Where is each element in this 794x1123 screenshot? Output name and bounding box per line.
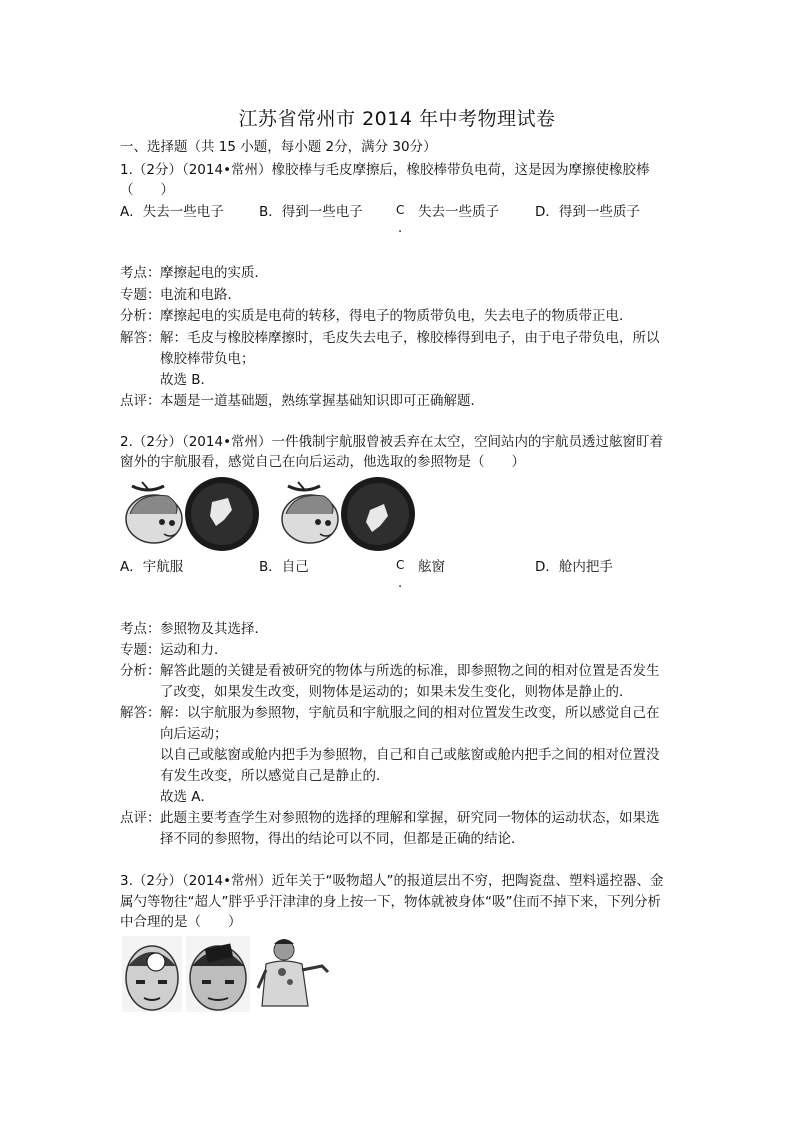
q2-option-c-dot: .	[398, 576, 403, 591]
q1-kaodian-label: 考点：	[120, 265, 161, 281]
q1-option-a: A．失去一些电子	[120, 204, 224, 220]
q2-dianping-line2: 择不同的参照物，得出的结论可以不同，但都是正确的结论．	[160, 831, 525, 847]
section-heading: 一、选择题（共 15 小题，每小题 2分，满分 30分）	[120, 139, 437, 155]
q2-jieda-line3: 以自己或舷窗或舱内把手为参照物，自己和自己或舷窗或舱内把手之间的相对位置没	[160, 747, 660, 763]
q2-jieda-label: 解答：	[120, 705, 161, 721]
q1-fenxi-text: 摩擦起电的实质是电荷的转移，得电子的物质带负电，失去电子的物质带正电．	[160, 308, 633, 324]
q2-kaodian	[120, 618, 268, 640]
q2-fenxi-line2: 了改变，如果发生改变，则物体是运动的；如果未发生变化，则物体是静止的．	[160, 684, 633, 700]
q3-stem-line3: 中合理的是（ ）	[120, 914, 242, 930]
plate-icon	[147, 953, 165, 971]
q2-zhuanti	[120, 639, 228, 661]
q1-dianping-label: 点评：	[120, 393, 161, 409]
q1-stem-line1: 1.（2分）（2014•常州）橡胶棒与毛皮摩擦后，橡胶棒带负电荷，这是因为摩擦使橡胶棒	[120, 162, 650, 178]
q1-stem-line2: （ ）	[120, 182, 174, 198]
q2-option-c-letter: C	[396, 558, 405, 572]
q2-figure	[118, 474, 418, 554]
spoon-icon	[278, 968, 286, 976]
q2-dianping-line1: 此题主要考查学生对参照物的选择的理解和掌握，研究同一物体的运动状态，如果选	[160, 810, 660, 826]
q2-fenxi	[120, 660, 660, 682]
q2-option-d: D．舱内把手	[535, 559, 613, 575]
q1-dianping-text: 本题是一道基础题，熟练掌握基础知识即可正确解题．	[160, 393, 484, 409]
q1-option-b: B．得到一些电子	[259, 204, 363, 220]
q3-photo-2	[186, 936, 250, 1012]
q2-jieda	[120, 702, 660, 724]
q2-option-b: B．自己	[259, 559, 309, 575]
q2-dianping	[120, 807, 660, 829]
q3-stem-line1: 3.（2分）（2014•常州）近年关于“吸物超人”的报道层出不穷，把陶瓷盘、塑料遥控器、金	[120, 873, 664, 889]
q1-fenxi	[120, 305, 633, 327]
q2-figure-right	[282, 477, 415, 551]
q1-jieda	[120, 327, 660, 349]
q2-kaodian-label: 考点：	[120, 621, 161, 637]
q1-zhuanti-label: 专题：	[120, 287, 161, 303]
q2-jieda-line5: 故选 A．	[160, 789, 215, 805]
q1-kaodian	[120, 262, 268, 284]
q1-jieda-line2: 橡胶棒带负电；	[160, 351, 255, 367]
q1-option-d: D．得到一些质子	[535, 204, 640, 220]
q1-zhuanti-text: 电流和电路．	[160, 287, 241, 303]
q1-jieda-label: 解答：	[120, 330, 161, 346]
q1-option-c-dot: .	[398, 221, 403, 236]
q2-stem-line1: 2.（2分）（2014•常州）一件俄制宇航服曾被丢弃在太空，空间站内的宇航员透过舷窗盯着	[120, 434, 664, 450]
q3-photo-1	[122, 936, 182, 1012]
q2-kaodian-text: 参照物及其选择．	[160, 621, 268, 637]
q3-photo-3	[254, 936, 334, 1012]
q1-zhuanti	[120, 284, 241, 306]
q2-option-c: 舷窗	[418, 559, 445, 575]
q2-figure-left	[126, 477, 259, 551]
q1-option-c-letter: C	[396, 203, 405, 217]
q2-dianping-label: 点评：	[120, 810, 161, 826]
q2-fenxi-line1: 解答此题的关键是看被研究的物体与所选的标准，即参照物之间的相对位置是否发生	[160, 663, 660, 679]
q3-stem-line2: 属勺等物往“超人”胖乎乎汗津津的身上按一下，物体就被身体“吸”住而不掉下来，下列分析	[120, 894, 661, 910]
q2-jieda-line4: 有发生改变，所以感觉自己是静止的．	[160, 768, 390, 784]
exam-title: 江苏省常州市 2014 年中考物理试卷	[238, 108, 556, 130]
q1-option-c: 失去一些质子	[418, 204, 499, 220]
q2-jieda-line1: 解：以宇航服为参照物，宇航员和宇航服之间的相对位置发生改变，所以感觉自己在	[160, 705, 660, 721]
q2-zhuanti-text: 运动和力．	[160, 642, 228, 658]
q2-fenxi-label: 分析：	[120, 663, 161, 679]
q1-dianping	[120, 390, 484, 412]
q3-figure	[122, 936, 334, 1012]
q1-jieda-line3: 故选 B．	[160, 372, 215, 388]
q1-jieda-line1: 解：毛皮与橡胶棒摩擦时，毛皮失去电子，橡胶棒得到电子，由于电子带负电，所以	[160, 330, 660, 346]
q2-option-a: A．宇航服	[120, 559, 184, 575]
q1-kaodian-text: 摩擦起电的实质．	[160, 265, 268, 281]
q2-zhuanti-label: 专题：	[120, 642, 161, 658]
q2-stem-line2: 窗外的宇航服看，感觉自己在向后运动，他选取的参照物是（ ）	[120, 454, 525, 470]
q2-jieda-line2: 向后运动；	[160, 726, 228, 742]
q1-fenxi-label: 分析：	[120, 308, 161, 324]
